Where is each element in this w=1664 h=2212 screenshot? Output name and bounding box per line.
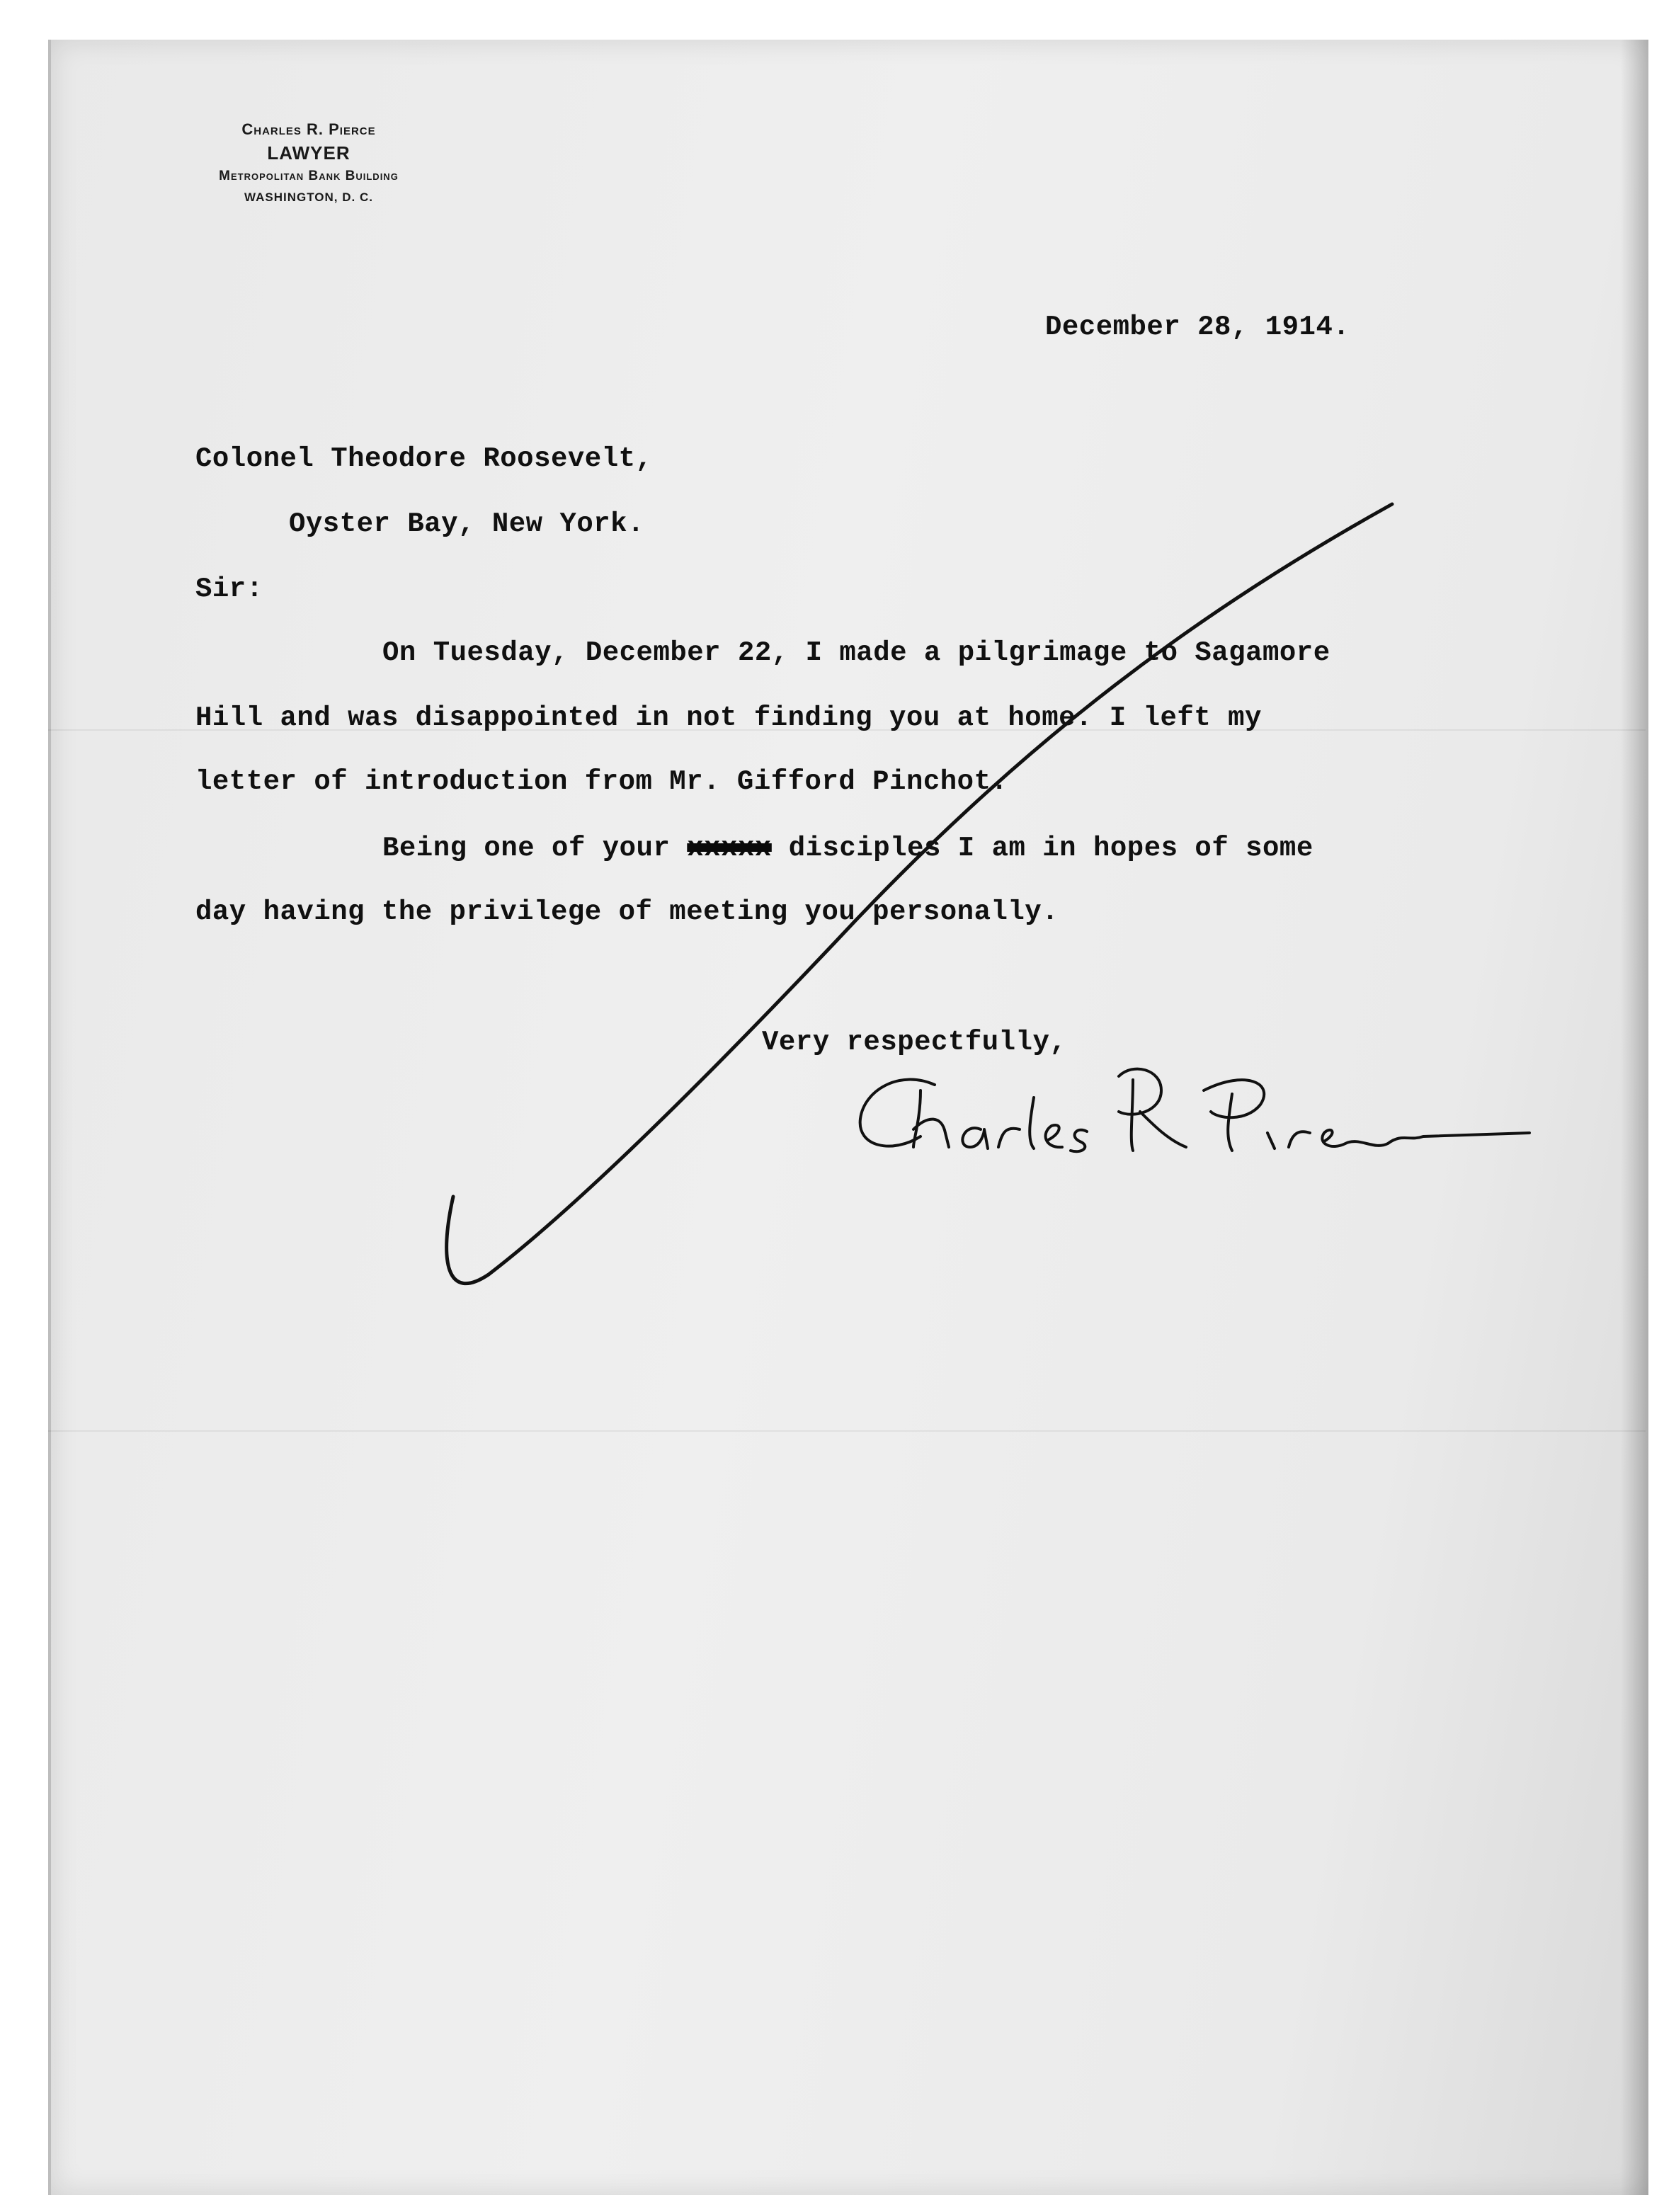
paragraph-1-line-1: On Tuesday, December 22, I made a pilgrimage to Sagamore [382, 637, 1330, 668]
page-edge-shadow [1620, 40, 1648, 2195]
paragraph-2-line-1 [382, 833, 1313, 864]
salutation: Sir: [195, 574, 263, 605]
letter-date: December 28, 1914. [1045, 312, 1350, 343]
paragraph-2-line-2: day having the privilege of meeting you personally. [195, 896, 1059, 928]
paragraph-1-line-2: Hill and was disappointed in not finding you at home. I left my [195, 702, 1262, 734]
letterhead-title: LAWYER [267, 142, 351, 164]
letterhead-address: Metropolitan Bank Building [219, 169, 399, 183]
letter-sheet [48, 40, 1648, 2195]
closing: Very respectfully, [762, 1027, 1067, 1058]
letterhead-name: Charles R. Pierce [241, 120, 376, 138]
letterhead-city: WASHINGTON, D. C. [244, 190, 373, 204]
struck-out-word: xxxxx [687, 833, 772, 864]
paragraph-2-end: disciples I am in hopes of some [788, 833, 1313, 864]
addressee-location: Oyster Bay, New York. [289, 508, 644, 540]
paragraph-1-line-3: letter of introduction from Mr. Gifford Pinchot. [195, 766, 1008, 797]
letterhead [167, 119, 450, 208]
paragraph-2-start: Being one of your [382, 833, 671, 864]
addressee: Colonel Theodore Roosevelt, [195, 443, 653, 474]
paper-fold-line [48, 1430, 1646, 1432]
